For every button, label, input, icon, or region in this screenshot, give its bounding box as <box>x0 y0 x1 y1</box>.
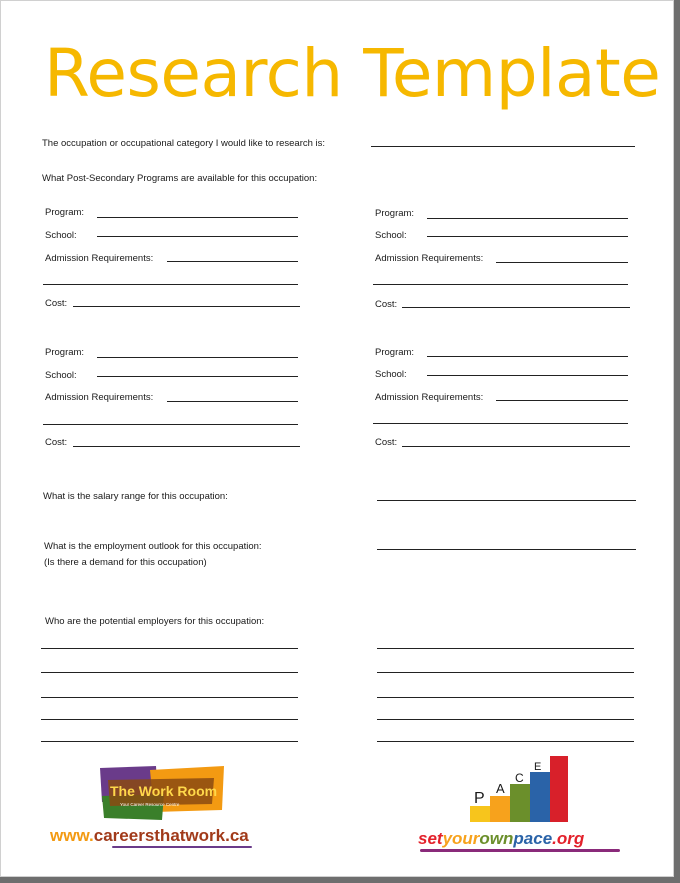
occupation-question: The occupation or occupational category I would like to research is: <box>42 138 326 149</box>
outlook-subquestion: (Is there a demand for this occupation) <box>44 557 207 568</box>
program-line[interactable] <box>97 217 298 218</box>
workroom-logo <box>98 766 226 820</box>
school-line[interactable] <box>427 375 628 376</box>
school-line[interactable] <box>97 236 298 237</box>
workroom-url-prefix: www. <box>50 826 94 845</box>
program-line[interactable] <box>427 356 628 357</box>
workroom-logo-name: The Work Room <box>110 783 218 799</box>
school-line[interactable] <box>427 236 628 237</box>
admission-label: Admission Requirements: <box>45 253 154 264</box>
outlook-line[interactable] <box>377 549 636 550</box>
workroom-logo-tagline: Your Career Resource Centre <box>120 802 180 807</box>
employer-line[interactable] <box>41 741 298 742</box>
employers-question: Who are the potential employers for this occupation: <box>45 616 265 627</box>
cost-label: Cost: <box>45 298 68 309</box>
employer-line[interactable] <box>377 741 634 742</box>
admission-line-2[interactable] <box>43 284 298 285</box>
page-title: Research Template <box>44 35 661 112</box>
workroom-url[interactable] <box>50 826 249 846</box>
program-label: Program: <box>375 208 415 219</box>
admission-label: Admission Requirements: <box>45 392 154 403</box>
cost-label: Cost: <box>375 437 398 448</box>
salary-question: What is the salary range for this occupation: <box>43 491 228 502</box>
programs-question: What Post-Secondary Programs are available for this occupation: <box>42 173 318 184</box>
admission-line[interactable] <box>167 401 298 402</box>
employer-line[interactable] <box>41 672 298 673</box>
pace-url-underline <box>420 849 620 852</box>
outlook-question: What is the employment outlook for this occupation: <box>44 541 262 552</box>
admission-line[interactable] <box>167 261 298 262</box>
school-label: School: <box>45 370 77 381</box>
pace-url-part: .org <box>552 829 585 848</box>
salary-line[interactable] <box>377 500 636 501</box>
program-label: Program: <box>375 347 415 358</box>
program-label: Program: <box>45 347 85 358</box>
cost-line[interactable] <box>73 306 300 307</box>
admission-line[interactable] <box>496 262 628 263</box>
admission-label: Admission Requirements: <box>375 392 484 403</box>
pace-logo <box>466 754 576 824</box>
admission-line-2[interactable] <box>373 423 628 424</box>
workroom-url-domain: careersthatwork.ca <box>93 826 249 845</box>
cost-line[interactable] <box>402 307 630 308</box>
admission-line-2[interactable] <box>43 424 298 425</box>
admission-label: Admission Requirements: <box>375 253 484 264</box>
occupation-answer-line[interactable] <box>371 146 635 147</box>
program-label: Program: <box>45 207 85 218</box>
cost-label: Cost: <box>375 299 398 310</box>
program-line[interactable] <box>427 218 628 219</box>
pace-letter-p: P <box>474 790 485 807</box>
program-line[interactable] <box>97 357 298 358</box>
school-label: School: <box>375 369 407 380</box>
pace-url-part: set <box>418 829 443 848</box>
workroom-url-underline <box>112 846 252 848</box>
pace-url-part: pace <box>513 829 553 848</box>
school-label: School: <box>45 230 77 241</box>
admission-line-2[interactable] <box>373 284 628 285</box>
pace-url-part: own <box>479 829 514 848</box>
pace-letter-e: E <box>534 761 542 773</box>
pace-url-part: your <box>442 829 480 848</box>
school-label: School: <box>375 230 407 241</box>
school-line[interactable] <box>97 376 298 377</box>
pace-letter-a: A <box>496 781 505 796</box>
employer-line[interactable] <box>377 719 634 720</box>
employer-line[interactable] <box>377 672 634 673</box>
cost-label: Cost: <box>45 437 68 448</box>
employer-line[interactable] <box>377 697 634 698</box>
admission-line[interactable] <box>496 400 628 401</box>
employer-line[interactable] <box>41 697 298 698</box>
cost-line[interactable] <box>402 446 630 447</box>
employer-line[interactable] <box>41 719 298 720</box>
pace-url[interactable] <box>418 829 584 849</box>
employer-line[interactable] <box>41 648 298 649</box>
pace-letter-c: C <box>515 771 524 785</box>
cost-line[interactable] <box>73 446 300 447</box>
employer-line[interactable] <box>377 648 634 649</box>
